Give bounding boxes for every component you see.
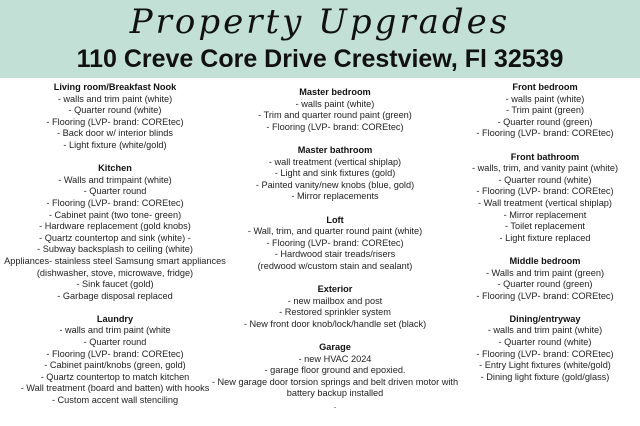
- upgrade-item: - Flooring (LVP- brand: COREtec): [476, 186, 614, 197]
- upgrade-item: - Quarter round: [83, 186, 147, 197]
- upgrade-item: - Cabinet paint (two tone- green): [48, 209, 182, 220]
- section-title: Laundry: [96, 313, 134, 324]
- upgrade-item: - Quarter round (green): [497, 116, 593, 127]
- upgrade-item: - walls paint (white): [505, 93, 585, 104]
- upgrade-item: - Dining light fixture (gold/glass): [480, 371, 610, 382]
- upgrade-item: .: [333, 400, 337, 411]
- upgrade-item: - Quarter round (white): [68, 105, 162, 116]
- upgrade-item: - New garage door torsion springs and belt driven motor with: [211, 376, 459, 387]
- upgrade-item: - new HVAC 2024: [298, 353, 372, 364]
- upgrade-item: - Wall, trim, and quarter round paint (white): [247, 226, 423, 237]
- upgrade-item: - Trim paint (green): [505, 105, 585, 116]
- upgrade-item: - Light fixture (white/gold): [63, 139, 167, 150]
- upgrade-item: - walls and trim paint (white: [59, 325, 171, 336]
- upgrade-item: battery backup installed: [286, 388, 384, 399]
- section-title: Exterior: [317, 284, 353, 295]
- upgrade-item: - New front door knob/lock/handle set (black): [243, 318, 427, 329]
- upgrade-item: - Wall treatment (vertical shiplap): [478, 197, 612, 208]
- section-title: Front bedroom: [512, 82, 578, 92]
- upgrade-item: - walls, trim, and vanity paint (white): [471, 163, 619, 174]
- upgrade-item: - Hardware replacement (gold knobs): [39, 221, 191, 232]
- upgrade-item: - Flooring (LVP- brand: COREtec): [46, 116, 184, 127]
- upgrade-item: - Flooring (LVP- brand: COREtec): [46, 197, 184, 208]
- upgrade-section: [200, 342, 470, 412]
- upgrade-item: - Quarter round: [83, 337, 147, 348]
- upgrade-item: - Mirror replacements: [291, 191, 379, 202]
- section-title: Garage: [319, 342, 351, 353]
- upgrade-item: - Light fixture replaced: [499, 232, 591, 243]
- upgrade-item: - garage floor ground and epoxied.: [264, 365, 406, 376]
- upgrade-item: - Flooring (LVP- brand: COREtec): [476, 128, 614, 139]
- upgrade-item: - Restored sprinkler system: [279, 307, 391, 318]
- upgrade-item: - Trim and quarter round paint (green): [258, 110, 412, 121]
- upgrade-item: - Quartz countertop and sink (white) -: [39, 232, 191, 243]
- upgrade-section: [0, 314, 230, 407]
- upgrade-item: - Quartz countertop to match kitchen: [40, 371, 190, 382]
- upgrade-item: - new mailbox and post: [287, 295, 383, 306]
- upgrade-item: - Flooring (LVP- brand: COREtec): [476, 290, 614, 301]
- upgrade-item: - Toilet replacement: [504, 221, 585, 232]
- upgrade-item: - Hardwood stair treads/risers: [274, 249, 396, 260]
- column-right: [455, 82, 635, 395]
- upgrade-item: - walls and trim paint (white): [57, 93, 173, 104]
- header-banner: [0, 0, 640, 78]
- section-title: Master bathroom: [297, 144, 373, 155]
- column-left: [0, 82, 230, 418]
- upgrade-item: - Wall treatment (board and batten) with hooks: [20, 383, 210, 394]
- upgrade-item: - Flooring (LVP- brand: COREtec): [266, 121, 404, 132]
- upgrade-section: [0, 82, 230, 152]
- upgrade-item: - Flooring (LVP- brand: COREtec): [46, 348, 184, 359]
- upgrade-item: - Sink faucet (gold): [76, 279, 154, 290]
- section-title: Front bathroom: [510, 151, 580, 162]
- upgrade-item: - Mirror replacement: [503, 209, 587, 220]
- upgrade-item: - Flooring (LVP- brand: COREtec): [476, 348, 614, 359]
- upgrade-item: - Walls and trimpaint (white): [58, 174, 172, 185]
- upgrade-section: [200, 215, 470, 273]
- upgrade-item: - Quarter round (green): [497, 279, 593, 290]
- upgrade-section: [455, 314, 635, 384]
- upgrade-item: (dishwasher, stove, microwave, fridge): [36, 267, 194, 278]
- upgrade-section: [200, 145, 470, 203]
- section-title: Kitchen: [98, 163, 132, 174]
- section-title: Living room/Breakfast Nook: [53, 82, 177, 92]
- upgrade-item: - Quarter round (white): [498, 337, 592, 348]
- upgrade-item: - walls paint (white): [295, 98, 375, 109]
- upgrade-section: [200, 284, 470, 330]
- property-address: 110 Creve Core Drive Crestview, Fl 32539: [76, 45, 564, 73]
- upgrade-section: [0, 163, 230, 302]
- column-middle: [200, 87, 470, 423]
- upgrade-item: - wall treatment (vertical shiplap): [268, 156, 402, 167]
- upgrade-item: - Flooring (LVP- brand: COREtec): [266, 237, 404, 248]
- upgrade-section: [455, 256, 635, 302]
- upgrade-section: [455, 82, 635, 140]
- section-title: Master bedroom: [299, 87, 371, 97]
- upgrade-item: - Custom accent wall stenciling: [51, 395, 179, 406]
- upgrade-item: - Back door w/ interior blinds: [57, 128, 173, 139]
- upgrade-item: - Quarter round (white): [498, 174, 592, 185]
- upgrade-item: - walls and trim paint (white): [487, 325, 603, 336]
- upgrade-item: - Light and sink fixtures (gold): [274, 168, 396, 179]
- upgrade-item: - Cabinet paint/knobs (green, gold): [44, 360, 186, 371]
- upgrade-item: - Entry Light fixtures (white/gold): [479, 360, 611, 371]
- upgrade-item: Appliances- stainless steel Samsung smart appliances: [4, 255, 226, 266]
- upgrade-item: (redwood w/custom stain and sealant): [257, 260, 413, 271]
- upgrade-section: [200, 87, 470, 133]
- section-title: Dining/entryway: [509, 313, 581, 324]
- upgrade-item: - Painted vanity/new knobs (blue, gold): [255, 179, 415, 190]
- upgrade-item: - Subway backsplash to ceiling (white): [37, 244, 193, 255]
- upgrade-item: - Garbage disposal replaced: [57, 290, 173, 301]
- upgrade-section: [455, 152, 635, 245]
- upgrade-item: - Walls and trim paint (green): [485, 267, 605, 278]
- section-title: Loft: [326, 214, 344, 225]
- page-title: Property Upgrades: [129, 2, 511, 42]
- section-title: Middle bedroom: [509, 255, 581, 266]
